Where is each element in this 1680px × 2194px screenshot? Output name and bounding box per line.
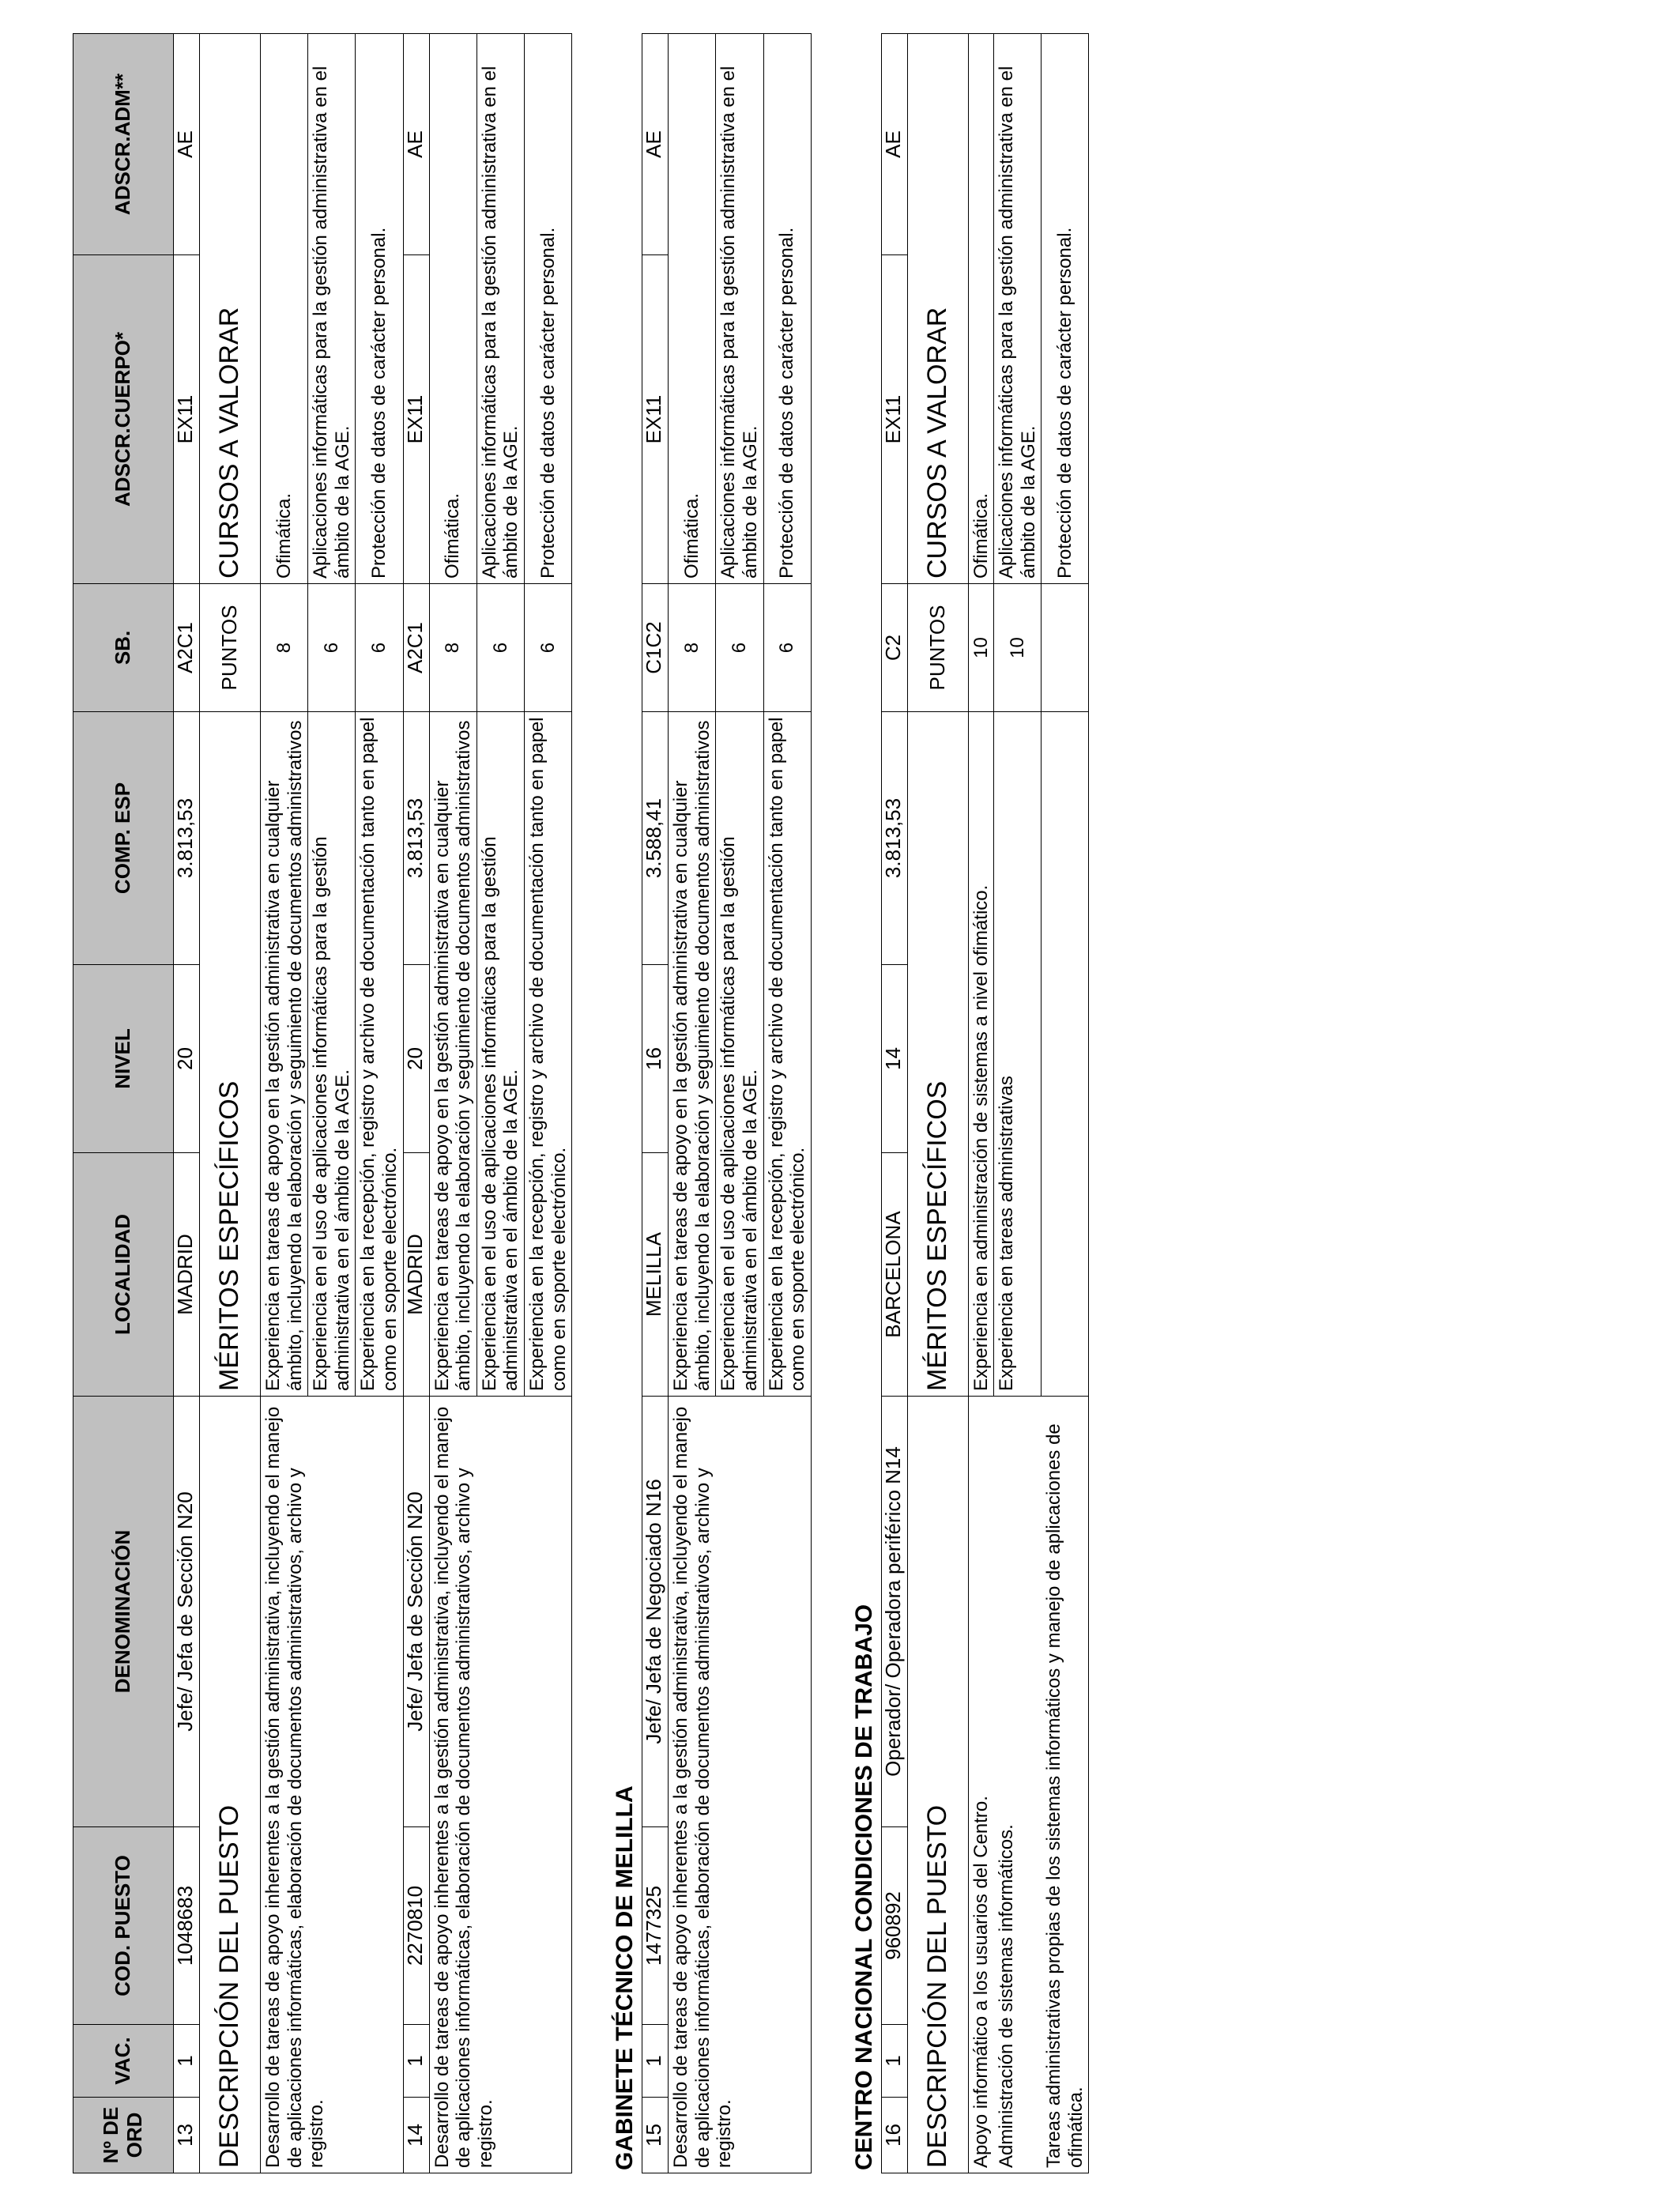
adscr-adm: AE [881,34,907,255]
posts-table-1 [73,33,572,2173]
post-16-merit-2 [994,34,1042,2173]
descripcion-line-2: Administración de sistemas informáticos. [994,1397,1042,2173]
post-15-merit-1 [669,34,716,2173]
denominacion: Jefe/ Jefa de Sección N20 [403,1397,429,1827]
adscr-cuerpo: EX11 [403,255,429,584]
merito-text: Experiencia en tareas de apoyo en la gestión administrativa en cualquier ámbito, incluyendo la elaboración y seguimiento de documentos administrativos [261,712,308,1397]
merito-text: Experiencia en la recepción, registro y archivo de documentación tanto en papel como en soporte electrónico. [763,712,811,1397]
localidad: MADRID [174,1153,200,1397]
comp-esp: 3.588,41 [642,712,669,965]
merito-puntos: 6 [356,584,403,712]
header-denominacion: DENOMINACIÓN [73,1397,174,1827]
meritos-label: MÉRITOS ESPECÍFICOS [907,712,968,1397]
merito-puntos: 6 [477,584,524,712]
orden: 13 [174,2098,200,2173]
header-cod-puesto: COD. PUESTO [73,1827,174,2025]
localidad: BARCELONA [881,1153,907,1397]
header-vac: VAC. [73,2025,174,2098]
cod-puesto: 1048683 [174,1827,200,2025]
adscr-adm: AE [174,34,200,255]
sb: C1C2 [642,584,669,712]
header-adscr-adm: ADSCR.ADM** [73,34,174,255]
vac: 1 [642,2025,669,2098]
curso-text: Aplicaciones informáticas para la gestión administrativa en el ámbito de la AGE. [716,34,763,584]
post-15-row [642,34,669,2173]
post-14-merit-1 [429,34,477,2173]
posts-table-3 [881,33,1089,2173]
merito-puntos: 6 [716,584,763,712]
adscr-adm: AE [403,34,429,255]
orden: 15 [642,2098,669,2173]
merito-puntos: 8 [669,584,716,712]
merito-puntos: 6 [763,584,811,712]
section-title-cnct: CENTRO NACIONAL CONDICIONES DE TRABAJO [850,1604,877,2170]
merito-text: Experiencia en el uso de aplicaciones informáticas para la gestión administrativa en el ámbito de la AGE. [716,712,763,1397]
comp-esp: 3.813,53 [403,712,429,965]
denominacion: Jefe/ Jefa de Sección N20 [174,1397,200,1827]
nivel: 20 [174,965,200,1153]
cod-puesto: 2270810 [403,1827,429,2025]
merito-puntos: 6 [308,584,356,712]
descripcion-text: Desarrollo de tareas de apoyo inherentes a la gestión administrativa, incluyendo el manejo de aplicaciones informáticas, elaboración de documentos administrativos, archivo y registro. [669,1397,812,2173]
orden: 14 [403,2098,429,2173]
header-sb: SB. [73,584,174,712]
puntos-label: PUNTOS [200,584,261,712]
curso-text: Aplicaciones informáticas para la gestión administrativa en el ámbito de la AGE. [308,34,356,584]
curso-text: Protección de datos de carácter personal. [356,34,403,584]
descripcion-text: Desarrollo de tareas de apoyo inherentes a la gestión administrativa, incluyendo el manejo de aplicaciones informáticas, elaboración de documentos administrativos, archivo y registro. [261,1397,404,2173]
vac: 1 [881,2025,907,2098]
posts-table-2 [642,33,812,2173]
puntos-label: PUNTOS [907,584,968,712]
curso-text: Aplicaciones informáticas para la gestión administrativa en el ámbito de la AGE. [994,34,1042,584]
merito-text: Experiencia en tareas administrativas [994,712,1042,1397]
post-13-section-labels [200,34,261,2173]
header-localidad: LOCALIDAD [73,1153,174,1397]
vac: 1 [174,2025,200,2098]
header-orden: Nº DE ORD [73,2098,174,2173]
adscr-adm: AE [642,34,669,255]
adscr-cuerpo: EX11 [174,255,200,584]
post-13-merit-1 [261,34,308,2173]
merito-text: Experiencia en la recepción, registro y archivo de documentación tanto en papel como en soporte electrónico. [356,712,403,1397]
descripcion-label: DESCRIPCIÓN DEL PUESTO [200,1397,261,2173]
header-adscr-cuerpo: ADSCR.CUERPO* [73,255,174,584]
curso-text: Ofimática. [261,34,308,584]
curso-text: Protección de datos de carácter personal. [524,34,571,584]
comp-esp: 3.813,53 [881,712,907,965]
post-16-merit-1 [968,34,994,2173]
merito-text [1042,712,1089,1397]
merito-puntos: 10 [968,584,994,712]
post-16-section-labels [907,34,968,2173]
merito-text: Experiencia en tareas de apoyo en la gestión administrativa en cualquier ámbito, incluyendo la elaboración y seguimiento de documentos administrativos [429,712,477,1397]
orden: 16 [881,2098,907,2173]
nivel: 14 [881,965,907,1153]
denominacion: Jefe/ Jefa de Negociado N16 [642,1397,669,1827]
curso-text: Protección de datos de carácter personal. [763,34,811,584]
merito-text: Experiencia en la recepción, registro y archivo de documentación tanto en papel como en soporte electrónico. [524,712,571,1397]
descripcion-line-1: Apoyo informático a los usuarios del Centro. [968,1397,994,2173]
nivel: 20 [403,965,429,1153]
cursos-label: CURSOS A VALORAR [200,34,261,584]
descripcion-text: Desarrollo de tareas de apoyo inherentes a la gestión administrativa, incluyendo el manejo de aplicaciones informáticas, elaboración de documentos administrativos, archivo y registro. [429,1397,572,2173]
localidad: MELILLA [642,1153,669,1397]
post-14-row [403,34,429,2173]
cod-puesto: 1477325 [642,1827,669,2025]
header-comp-esp: COMP. ESP [73,712,174,965]
curso-text: Ofimática. [669,34,716,584]
comp-esp: 3.813,53 [174,712,200,965]
curso-text: Aplicaciones informáticas para la gestión administrativa en el ámbito de la AGE. [477,34,524,584]
post-16-row [881,34,907,2173]
post-13-row [174,34,200,2173]
descripcion-label: DESCRIPCIÓN DEL PUESTO [907,1397,968,2173]
merito-puntos: 6 [524,584,571,712]
sb: C2 [881,584,907,712]
merito-puntos: 10 [994,584,1042,712]
header-nivel: NIVEL [73,965,174,1153]
vac: 1 [403,2025,429,2098]
document [73,34,1094,2173]
merito-text: Experiencia en administración de sistemas a nivel ofimático. [968,712,994,1397]
curso-text: Ofimática. [968,34,994,584]
denominacion: Operador/ Operadora periférico N14 [881,1397,907,1827]
merito-puntos [1042,584,1089,712]
header-row [73,34,174,2173]
curso-text: Protección de datos de carácter personal. [1042,34,1089,584]
adscr-cuerpo: EX11 [642,255,669,584]
merito-puntos: 8 [261,584,308,712]
section-title-melilla: GABINETE TÉCNICO DE MELILLA [612,1785,638,2170]
merito-text: Experiencia en el uso de aplicaciones informáticas para la gestión administrativa en el ámbito de la AGE. [308,712,356,1397]
nivel: 16 [642,965,669,1153]
post-16-merit-3 [1042,34,1089,2173]
cod-puesto: 960892 [881,1827,907,2025]
adscr-cuerpo: EX11 [881,255,907,584]
meritos-label: MÉRITOS ESPECÍFICOS [200,712,261,1397]
localidad: MADRID [403,1153,429,1397]
descripcion-line-3: Tareas administrativas propias de los sistemas informáticos y manejo de aplicaciones de ofimática. [1042,1397,1089,2173]
merito-text: Experiencia en tareas de apoyo en la gestión administrativa en cualquier ámbito, incluyendo la elaboración y seguimiento de documentos administrativos [669,712,716,1397]
cursos-label: CURSOS A VALORAR [907,34,968,584]
sb: A2C1 [403,584,429,712]
merito-puntos: 8 [429,584,477,712]
sb: A2C1 [174,584,200,712]
curso-text: Ofimática. [429,34,477,584]
merito-text: Experiencia en el uso de aplicaciones informáticas para la gestión administrativa en el ámbito de la AGE. [477,712,524,1397]
